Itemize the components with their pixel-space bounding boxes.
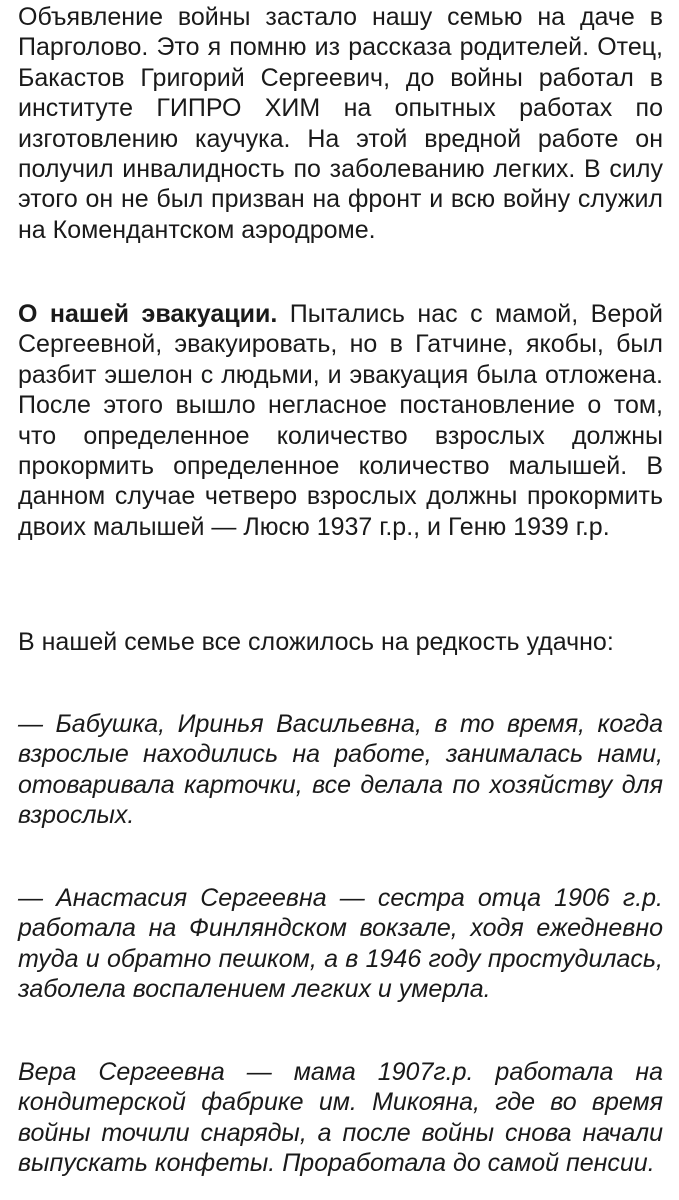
paragraph-family-intro: В нашей семье все сложилось на редкость удачно: — [18, 628, 614, 656]
evacuation-heading: О нашей эвакуации. — [18, 300, 278, 328]
evacuation-body: Пытались нас с мамой, Верой Сергеевной, эвакуировать, но в Гатчине, якобы, был разбит эшелон с людьми, и эвакуация была отложена. После этого вышло негласное постановление о том, что определенное количество взрослых должны прокормить определенное количество малышей. В данном случае четверо взрослых должны прокормить двоих малышей — Люсю 1937 г.р., и Геню 1939 г.р. — [18, 300, 663, 541]
paragraph-evacuation — [18, 299, 663, 542]
paragraph-war-announcement: Объявление войны застало нашу семью на даче в Парголово. Это я помню из рассказа родителей. Отец, Бакастов Григорий Сергеевич, до войны работал в институте ГИПРО ХИМ на опытных работах по изготовлению каучука. На этой вредной работе он получил инвалидность по заболеванию легких. В силу этого он не был призван на фронт и всю войну служил на Комендантском аэродроме. — [18, 3, 663, 244]
paragraph-grandmother: — Бабушка, Иринья Васильевна, в то время, когда взрослые находились на работе, занималась нами, отоваривала карточки, все делала по хозяйству для взрослых. — [18, 710, 663, 830]
paragraph-vera: Вера Сергеевна — мама 1907г.р. работала на кондитерской фабрике им. Микояна, где во время войны точили снаряды, а после войны снова начали выпускать конфеты. Проработала до самой пенсии. — [18, 1058, 663, 1178]
paragraph-anastasia: — Анастасия Сергеевна — сестра отца 1906 г.р. работала на Финляндском вокзале, ходя ежедневно туда и обратно пешком, а в 1946 году простудилась, заболела воспалением легких и умерла. — [18, 884, 663, 1004]
